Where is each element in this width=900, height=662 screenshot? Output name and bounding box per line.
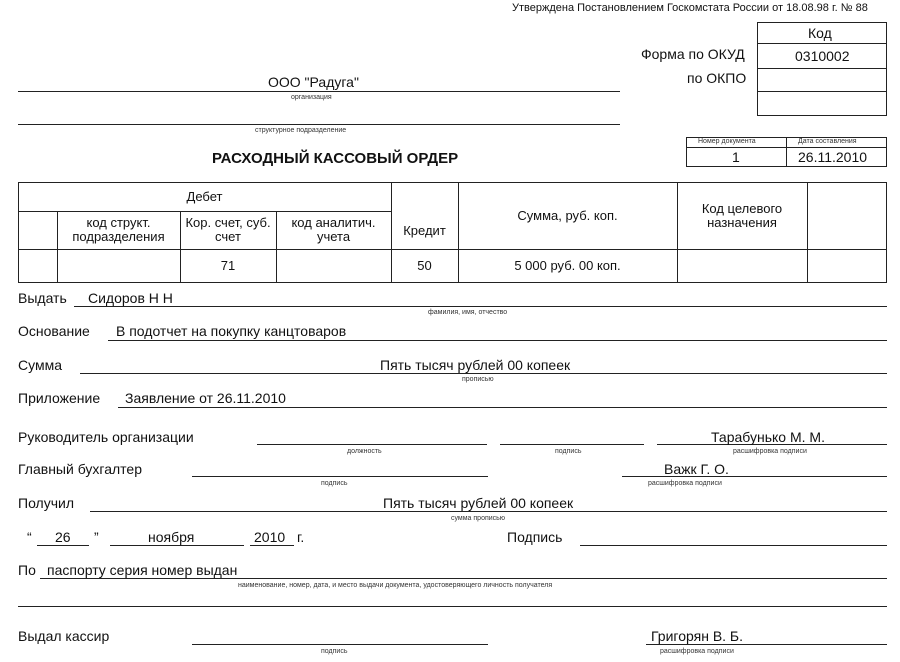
cell-corr-account[interactable]: 71 — [220, 258, 236, 273]
passport-caption: наименование, номер, дата, и место выдачи документа, удостоверяющего личность получателя — [238, 582, 553, 589]
date-close-quote: ” — [94, 529, 99, 545]
accountant-label: Главный бухгалтер — [18, 461, 142, 477]
head-name[interactable]: Тарабунько М. М. — [711, 429, 825, 445]
sum-caption: прописью — [462, 376, 494, 383]
basis-label: Основание — [18, 323, 90, 339]
date-year[interactable]: 2010 — [254, 529, 286, 545]
cell-credit[interactable]: 50 — [417, 258, 432, 273]
cell-amount[interactable]: 5 000 руб. 00 коп. — [514, 258, 621, 273]
issue-caption: фамилия, имя, отчество — [428, 309, 508, 316]
cell-purpose[interactable] — [677, 249, 807, 283]
subdivision-caption: структурное подразделение — [255, 127, 347, 134]
code-label: Код — [808, 25, 832, 41]
okud-label: Форма по ОКУД — [641, 46, 745, 62]
received-caption: сумма прописью — [451, 515, 506, 522]
col-subdivision: код структ. подразделения — [72, 215, 165, 244]
head-label: Руководитель организации — [18, 429, 194, 445]
organization-name: ООО "Радуга" — [268, 74, 359, 90]
issue-label: Выдать — [18, 290, 67, 306]
doc-date-label: Дата составления — [798, 138, 857, 145]
attachment-label: Приложение — [18, 390, 101, 406]
cashier-label: Выдал кассир — [18, 628, 110, 644]
col-analytic: код аналитич. учета — [291, 215, 376, 244]
basis-value[interactable]: В подотчет на покупку канцтоваров — [116, 323, 347, 339]
head-signature-caption: подпись — [555, 448, 582, 455]
col-amount: Сумма, руб. коп. — [517, 207, 618, 223]
head-position-caption: должность — [347, 448, 382, 455]
doc-number[interactable]: 1 — [732, 149, 740, 165]
organization-caption: организация — [291, 94, 332, 101]
received-value[interactable]: Пять тысяч рублей 00 копеек — [383, 495, 574, 511]
date-month[interactable]: ноября — [148, 529, 195, 545]
okpo-label: по ОКПО — [687, 70, 747, 86]
debit-header: Дебет — [186, 188, 223, 204]
doc-number-label: Номер документа — [698, 138, 756, 145]
doc-date[interactable]: 26.11.2010 — [798, 149, 868, 165]
head-decoding-caption: расшифровка подписи — [733, 448, 807, 455]
issue-value[interactable]: Сидоров Н Н — [88, 290, 173, 306]
sign-label: Подпись — [507, 529, 563, 545]
year-suffix: г. — [297, 529, 305, 545]
passport-value[interactable]: паспорту серия номер выдан — [47, 562, 238, 578]
okud-value[interactable]: 0310002 — [795, 48, 850, 64]
page-title: РАСХОДНЫЙ КАССОВЫЙ ОРДЕР — [212, 150, 459, 167]
accountant-signature-caption: подпись — [321, 480, 348, 487]
cell-extra[interactable] — [807, 249, 887, 283]
col-credit: Кредит — [403, 222, 446, 238]
col-purpose: Код целевого назначения — [701, 200, 783, 230]
date-day[interactable]: 26 — [55, 529, 71, 545]
cell-subdivision[interactable] — [57, 249, 180, 283]
date-open-quote: “ — [27, 529, 32, 545]
attachment-value[interactable]: Заявление от 26.11.2010 — [125, 390, 286, 406]
approval-text: Утверждена Постановлением Госкомстата России от 18.08.98 г. № 88 — [512, 2, 868, 14]
cashier-name[interactable]: Григорян В. Б. — [651, 628, 744, 644]
received-label: Получил — [18, 495, 74, 511]
col-corr-account: Кор. счет, суб. счет — [185, 215, 271, 244]
accountant-decoding-caption: расшифровка подписи — [648, 480, 722, 487]
cell-analytic[interactable] — [276, 249, 391, 283]
sum-value[interactable]: Пять тысяч рублей 00 копеек — [380, 357, 571, 373]
sum-label: Сумма — [18, 357, 62, 373]
passport-label: По — [18, 562, 36, 578]
cashier-decoding-caption: расшифровка подписи — [660, 648, 734, 655]
accountant-name[interactable]: Важк Г. О. — [664, 461, 729, 477]
cashier-signature-caption: подпись — [321, 648, 348, 655]
